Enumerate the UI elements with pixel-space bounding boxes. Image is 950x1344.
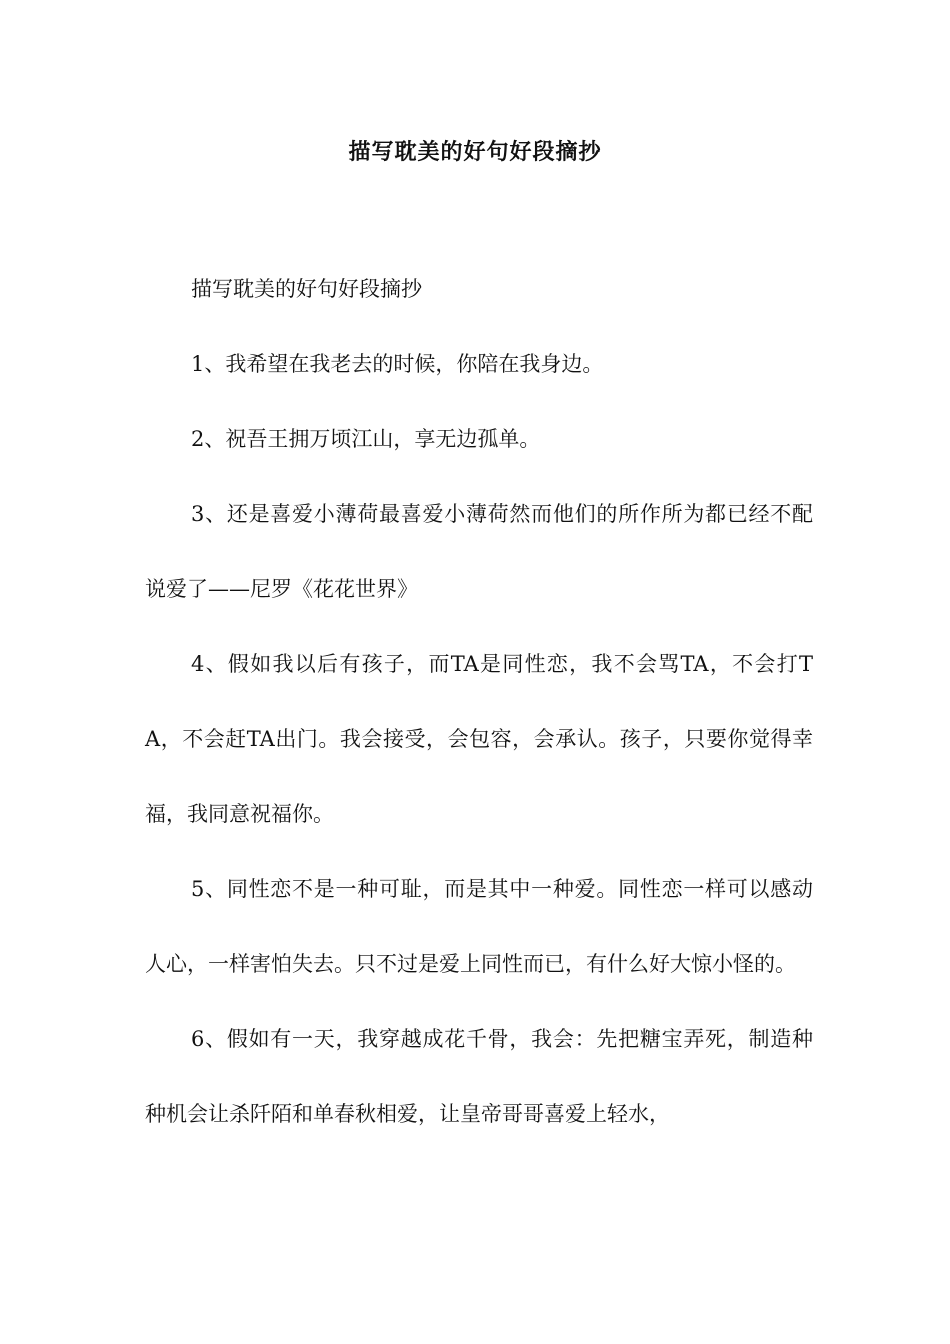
paragraph-heading: 描写耽美的好句好段摘抄	[191, 277, 422, 301]
paragraph-4: 4、假如我以后有孩子，而TA是同性恋，我不会骂TA，不会打TA，不会赶TA出门。我会接受，会包容，会承认。孩子，只要你觉得幸福，我同意祝福你。	[145, 652, 813, 826]
paragraph-6: 6、假如有一天，我穿越成花千骨，我会：先把糖宝弄死，制造种种机会让杀阡陌和单春秋相爱，让皇帝哥哥喜爱上轻水，	[145, 1027, 813, 1126]
paragraph-5: 5、同性恋不是一种可耻，而是其中一种爱。同性恋一样可以感动人心，一样害怕失去。只不过是爱上同性而已，有什么好大惊小怪的。	[145, 877, 813, 976]
paragraph-2: 2、祝吾王拥万顷江山，享无边孤单。	[191, 427, 541, 451]
document-title: 描写耽美的好句好段摘抄	[348, 139, 602, 165]
paragraph-1: 1、我希望在我老去的时候，你陪在我身边。	[191, 352, 604, 376]
document-body	[145, 252, 813, 1152]
paragraph-3: 3、还是喜爱小薄荷最喜爱小薄荷然而他们的所作所为都已经不配说爱了——尼罗《花花世界》	[145, 502, 813, 601]
